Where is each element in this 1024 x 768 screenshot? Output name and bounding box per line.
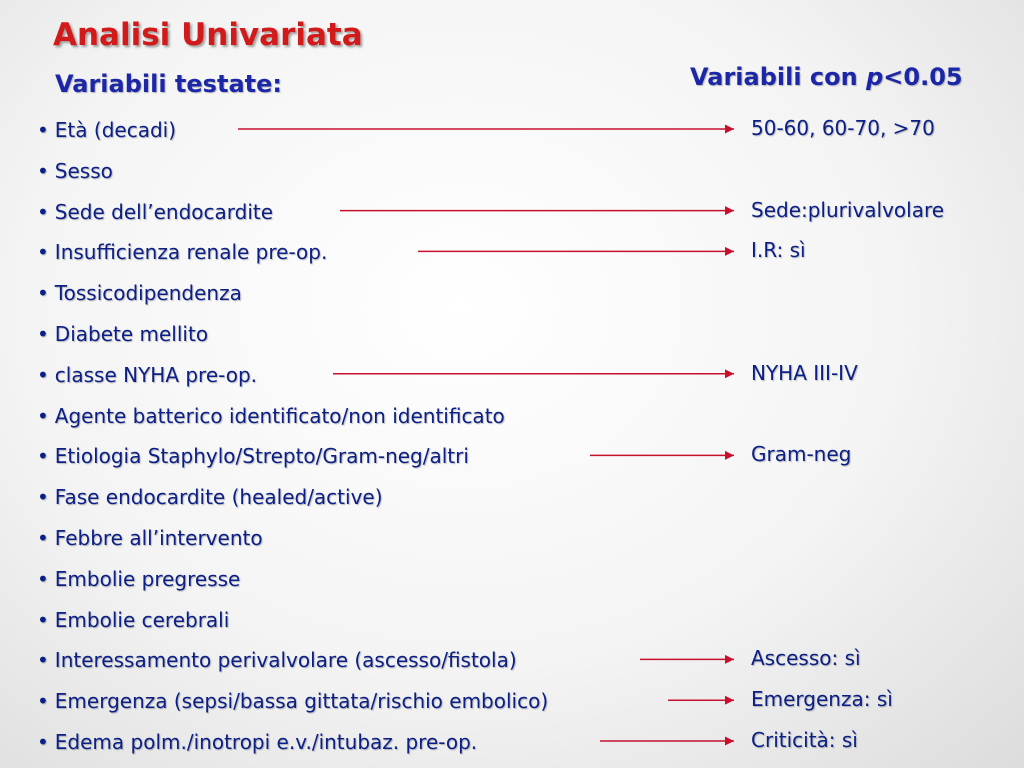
significant-result: I.R: sì [751,238,806,263]
bullet-icon: • [37,118,49,142]
bullet-icon: • [37,362,49,387]
variable-item [37,441,469,471]
bullet-icon: • [37,526,49,550]
bullet-icon: • [37,566,49,591]
variable-item [37,523,263,553]
variable-label: Interessamento perivalvolare (ascesso/fistola) [54,648,517,673]
variable-item [37,564,240,594]
results-header-prefix: Variabili con [690,63,867,91]
bullet-icon: • [37,607,49,632]
variable-item [37,605,229,635]
significant-result: Criticità: sì [751,728,858,752]
variable-label: classe NYHA pre-op. [54,362,258,387]
variable-label: Fase endocardite (healed/active) [54,485,383,510]
bullet-icon: • [37,689,49,714]
variable-label: Febbre all’intervento [54,526,263,550]
variable-label: Diabete mellito [54,322,209,346]
variable-item [37,401,505,431]
variable-label: Embolie pregresse [54,566,241,591]
significant-result: Ascesso: sì [751,646,861,671]
bullet-icon: • [37,199,49,224]
bullet-icon: • [37,158,49,183]
bullet-icon: • [37,240,49,265]
p-symbol: p [866,63,884,91]
bullet-icon: • [37,730,49,754]
bullet-icon: • [37,444,49,469]
variable-label: Etiologia Staphylo/Strepto/Gram-neg/altri [54,444,469,469]
variable-item [37,645,517,675]
significant-result: NYHA III-IV [751,360,858,385]
variable-label: Età (decadi) [54,118,176,142]
significant-result: Emergenza: sì [751,687,893,712]
variable-label: Agente batterico identificato/non identificato [54,403,505,428]
variable-label: Edema polm./inotropi e.v./intubaz. pre-op. [54,730,478,754]
variable-item [37,156,113,186]
variable-item [37,197,273,227]
variable-label: Emergenza (sepsi/bassa gittata/rischio embolico) [54,689,549,714]
significant-result: Gram-neg [751,442,852,467]
results-header-suffix: <0.05 [883,63,963,91]
variable-item [37,482,383,512]
bullet-icon: • [37,403,49,428]
variable-item [37,686,548,716]
variable-item [37,360,257,390]
variable-item [37,319,208,349]
variable-label: Tossicodipendenza [54,281,242,306]
significant-result: Sede:plurivalvolare [751,197,945,222]
variable-item [37,278,242,308]
variable-item [37,237,327,267]
variable-label: Insufficienza renale pre-op. [54,240,328,265]
bullet-icon: • [37,322,49,346]
tested-variables-heading: Variabili testate: [55,70,282,98]
significant-variables-heading [690,60,963,94]
bullet-icon: • [37,281,49,306]
variable-item [37,115,176,145]
variable-label: Embolie cerebrali [54,607,230,632]
variable-item [37,727,477,757]
slide-title: Analisi Univariata [53,17,363,53]
bullet-icon: • [37,485,49,510]
significant-result: 50-60, 60-70, >70 [751,116,935,140]
bullet-icon: • [37,648,49,673]
variable-label: Sesso [54,158,113,183]
variable-label: Sede dell’endocardite [54,199,274,224]
